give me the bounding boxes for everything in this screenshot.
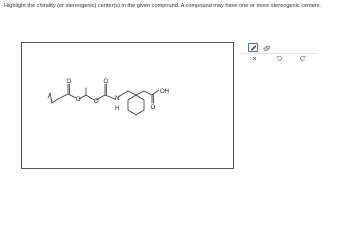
bond[interactable] (105, 95, 115, 99)
bond[interactable] (118, 91, 128, 97)
bond[interactable] (68, 94, 76, 98)
undo-button[interactable] (274, 54, 284, 62)
action-bar (241, 53, 318, 62)
bond[interactable] (52, 99, 58, 103)
atom-label[interactable]: O (103, 79, 109, 85)
bond[interactable] (86, 95, 94, 100)
atom-label[interactable]: H (115, 106, 120, 112)
atom-label[interactable]: N (115, 96, 120, 102)
undo-icon (276, 55, 282, 61)
bond[interactable] (50, 93, 52, 103)
atom-label[interactable]: O (150, 105, 156, 111)
redo-icon (300, 55, 306, 61)
redo-button[interactable] (298, 54, 308, 62)
bond[interactable] (152, 90, 159, 95)
atom-label[interactable]: OH (160, 89, 169, 95)
molecule-canvas[interactable] (21, 42, 234, 169)
molecule-structure[interactable] (22, 43, 233, 168)
clear-button[interactable] (249, 54, 259, 62)
atom-label[interactable]: O (94, 99, 99, 105)
close-icon (252, 56, 257, 61)
atom-label[interactable]: O (76, 97, 81, 103)
bond[interactable] (128, 91, 136, 95)
eraser-tool-button[interactable] (261, 43, 271, 52)
bond[interactable] (136, 91, 144, 95)
atom-label[interactable]: O (66, 79, 72, 85)
bond[interactable] (144, 91, 152, 95)
bond[interactable] (58, 94, 68, 99)
eraser-icon (262, 44, 271, 51)
instructions-text: Highlight the chirality (or stereogenic) center(s) in the given compound. A compound may have one or more stereogenic centers. (4, 3, 322, 9)
bond[interactable] (48, 93, 50, 98)
cyclohexane-ring[interactable] (128, 95, 144, 115)
pen-highlight-icon (250, 44, 257, 51)
highlight-tool-button[interactable] (248, 43, 258, 52)
